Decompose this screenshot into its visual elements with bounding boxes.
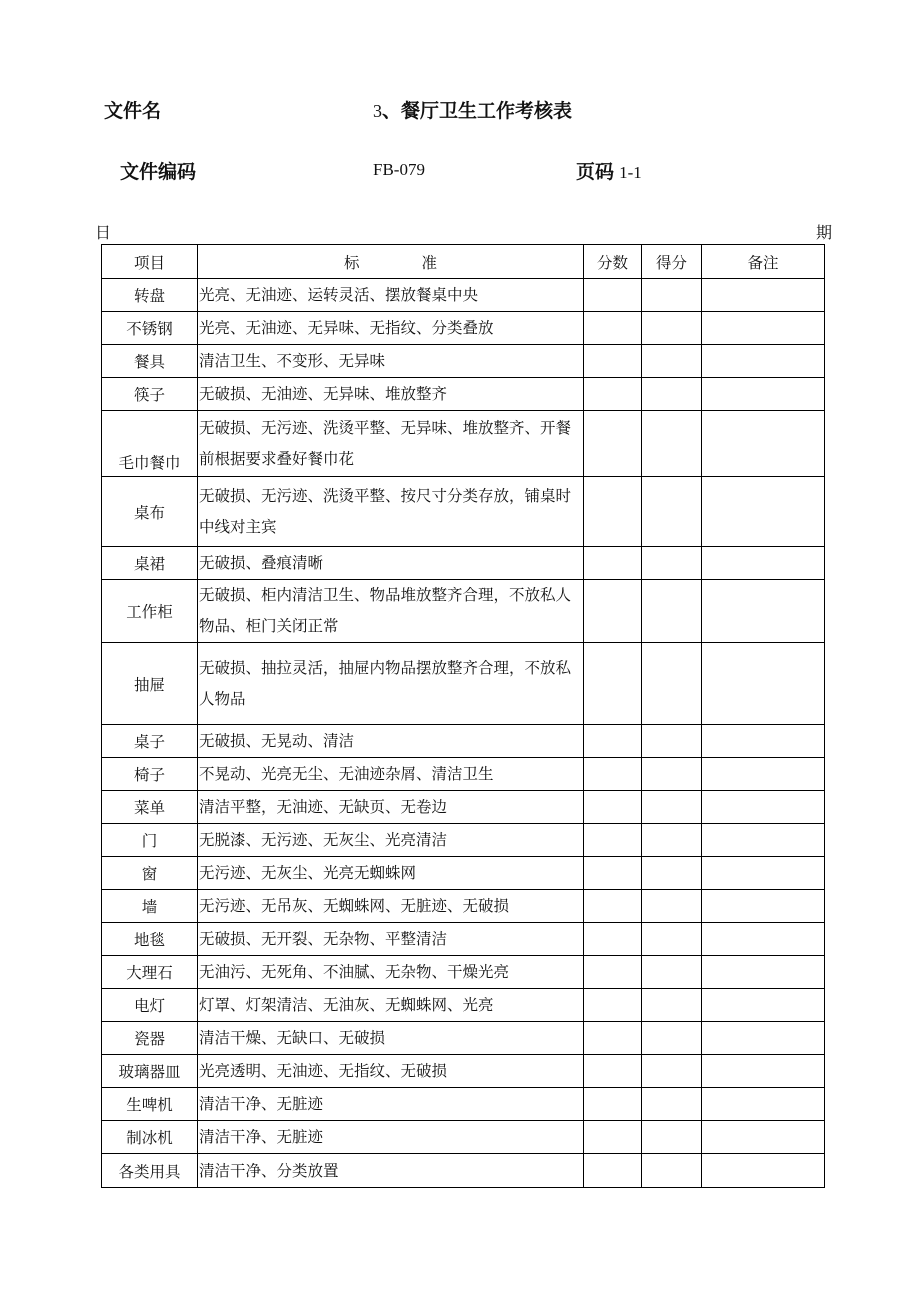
table-row <box>102 580 825 643</box>
row-item-name: 门 <box>102 824 198 857</box>
row-remark-cell[interactable] <box>702 312 825 345</box>
column-header-score: 分数 <box>584 245 642 279</box>
title-number: 3 <box>373 101 382 121</box>
row-score-cell[interactable] <box>584 758 642 791</box>
row-remark-cell[interactable] <box>702 923 825 956</box>
table-header-row <box>102 245 825 279</box>
row-score-cell[interactable] <box>584 1154 642 1188</box>
row-item-name: 电灯 <box>102 989 198 1022</box>
row-got-cell[interactable] <box>642 477 702 547</box>
row-score-cell[interactable] <box>584 411 642 477</box>
table-row <box>102 989 825 1022</box>
standard-header-part-2: 准 <box>421 253 438 272</box>
row-got-cell[interactable] <box>642 956 702 989</box>
row-remark-cell[interactable] <box>702 345 825 378</box>
row-standard: 光亮、无油迹、无异味、无指纹、分类叠放 <box>198 312 584 345</box>
table-row <box>102 1055 825 1088</box>
row-remark-cell[interactable] <box>702 956 825 989</box>
row-score-cell[interactable] <box>584 824 642 857</box>
row-item-name: 桌子 <box>102 725 198 758</box>
row-standard: 光亮透明、无油迹、无指纹、无破损 <box>198 1055 584 1088</box>
table-row <box>102 312 825 345</box>
row-remark-cell[interactable] <box>702 890 825 923</box>
row-item-name: 各类用具 <box>102 1154 198 1188</box>
date-label-left: 日 <box>95 223 112 242</box>
row-score-cell[interactable] <box>584 378 642 411</box>
row-standard: 无污迹、无吊灰、无蜘蛛网、无脏迹、无破损 <box>198 890 584 923</box>
row-got-cell[interactable] <box>642 725 702 758</box>
row-got-cell[interactable] <box>642 378 702 411</box>
row-standard: 无破损、叠痕清晰 <box>198 547 584 580</box>
row-item-name: 工作柜 <box>102 580 198 643</box>
row-score-cell[interactable] <box>584 580 642 643</box>
row-standard: 清洁平整，无油迹、无缺页、无卷边 <box>198 791 584 824</box>
column-header-remark: 备注 <box>702 245 825 279</box>
row-score-cell[interactable] <box>584 547 642 580</box>
row-item-name: 不锈钢 <box>102 312 198 345</box>
table-row <box>102 725 825 758</box>
table-row <box>102 890 825 923</box>
table-row <box>102 643 825 725</box>
row-remark-cell[interactable] <box>702 411 825 477</box>
file-code-label: 文件编码 <box>120 161 197 183</box>
row-standard: 清洁干净、无脏迹 <box>198 1088 584 1121</box>
row-got-cell[interactable] <box>642 312 702 345</box>
page-info <box>576 157 642 184</box>
row-got-cell[interactable] <box>642 1055 702 1088</box>
row-score-cell[interactable] <box>584 989 642 1022</box>
column-header-got: 得分 <box>642 245 702 279</box>
row-standard: 不晃动、光亮无尘、无油迹杂屑、清洁卫生 <box>198 758 584 791</box>
row-standard: 光亮、无油迹、运转灵活、摆放餐桌中央 <box>198 279 584 312</box>
row-got-cell[interactable] <box>642 791 702 824</box>
row-got-cell[interactable] <box>642 758 702 791</box>
title-text: 、餐厅卫生工作考核表 <box>382 100 573 122</box>
table-row <box>102 923 825 956</box>
row-score-cell[interactable] <box>584 345 642 378</box>
row-got-cell[interactable] <box>642 1088 702 1121</box>
row-item-name: 窗 <box>102 857 198 890</box>
row-standard: 无破损、柜内清洁卫生、物品堆放整齐合理，不放私人物品、柜门关闭正常 <box>198 580 584 643</box>
row-remark-cell[interactable] <box>702 758 825 791</box>
table-row <box>102 956 825 989</box>
row-item-name: 毛巾餐巾 <box>102 411 198 477</box>
row-got-cell[interactable] <box>642 411 702 477</box>
table-row <box>102 547 825 580</box>
table-row <box>102 477 825 547</box>
row-got-cell[interactable] <box>642 824 702 857</box>
page-label: 页码 <box>576 161 615 183</box>
row-standard: 无破损、无污迹、洗烫平整、无异味、堆放整齐、开餐前根据要求叠好餐巾花 <box>198 411 584 477</box>
row-got-cell[interactable] <box>642 279 702 312</box>
row-score-cell[interactable] <box>584 477 642 547</box>
row-standard: 清洁干净、分类放置 <box>198 1154 584 1188</box>
row-remark-cell[interactable] <box>702 1088 825 1121</box>
row-got-cell[interactable] <box>642 547 702 580</box>
row-item-name: 餐具 <box>102 345 198 378</box>
row-score-cell[interactable] <box>584 312 642 345</box>
row-item-name: 筷子 <box>102 378 198 411</box>
row-score-cell[interactable] <box>584 857 642 890</box>
table-row <box>102 279 825 312</box>
row-item-name: 墙 <box>102 890 198 923</box>
row-got-cell[interactable] <box>642 345 702 378</box>
row-item-name: 玻璃器皿 <box>102 1055 198 1088</box>
row-score-cell[interactable] <box>584 643 642 725</box>
row-remark-cell[interactable] <box>702 1121 825 1154</box>
row-remark-cell[interactable] <box>702 378 825 411</box>
row-got-cell[interactable] <box>642 1022 702 1055</box>
file-code-value: FB-079 <box>373 160 425 179</box>
row-standard: 清洁卫生、不变形、无异味 <box>198 345 584 378</box>
row-remark-cell[interactable] <box>702 279 825 312</box>
table-row <box>102 1088 825 1121</box>
row-score-cell[interactable] <box>584 1022 642 1055</box>
document-title <box>373 96 572 123</box>
table-row <box>102 824 825 857</box>
table-row <box>102 1154 825 1188</box>
column-header-standard <box>198 245 584 279</box>
row-remark-cell[interactable] <box>702 1154 825 1188</box>
row-remark-cell[interactable] <box>702 989 825 1022</box>
row-score-cell[interactable] <box>584 1121 642 1154</box>
row-item-name: 大理石 <box>102 956 198 989</box>
row-score-cell[interactable] <box>584 1088 642 1121</box>
row-item-name: 菜单 <box>102 791 198 824</box>
row-standard: 无破损、无晃动、清洁 <box>198 725 584 758</box>
row-got-cell[interactable] <box>642 857 702 890</box>
row-score-cell[interactable] <box>584 279 642 312</box>
row-got-cell[interactable] <box>642 643 702 725</box>
row-got-cell[interactable] <box>642 890 702 923</box>
row-score-cell[interactable] <box>584 791 642 824</box>
row-got-cell[interactable] <box>642 1154 702 1188</box>
row-item-name: 瓷器 <box>102 1022 198 1055</box>
row-standard: 无脱漆、无污迹、无灰尘、光亮清洁 <box>198 824 584 857</box>
row-score-cell[interactable] <box>584 1055 642 1088</box>
row-remark-cell[interactable] <box>702 643 825 725</box>
row-got-cell[interactable] <box>642 580 702 643</box>
table-row <box>102 378 825 411</box>
row-standard: 无破损、无油迹、无异味、堆放整齐 <box>198 378 584 411</box>
row-got-cell[interactable] <box>642 989 702 1022</box>
row-standard: 灯罩、灯架清洁、无油灰、无蜘蛛网、光亮 <box>198 989 584 1022</box>
page-value: 1-1 <box>619 163 642 182</box>
row-standard: 无破损、无污迹、洗烫平整、按尺寸分类存放，铺桌时中线对主宾 <box>198 477 584 547</box>
row-item-name: 转盘 <box>102 279 198 312</box>
row-standard: 清洁干净、无脏迹 <box>198 1121 584 1154</box>
row-remark-cell[interactable] <box>702 477 825 547</box>
row-remark-cell[interactable] <box>702 791 825 824</box>
row-score-cell[interactable] <box>584 956 642 989</box>
row-item-name: 桌裙 <box>102 547 198 580</box>
row-score-cell[interactable] <box>584 890 642 923</box>
row-score-cell[interactable] <box>584 923 642 956</box>
table-row <box>102 411 825 477</box>
table-row <box>102 857 825 890</box>
row-score-cell[interactable] <box>584 725 642 758</box>
row-remark-cell[interactable] <box>702 1022 825 1055</box>
row-item-name: 地毯 <box>102 923 198 956</box>
row-remark-cell[interactable] <box>702 725 825 758</box>
row-item-name: 抽屉 <box>102 643 198 725</box>
row-remark-cell[interactable] <box>702 824 825 857</box>
column-header-item: 项目 <box>102 245 198 279</box>
row-got-cell[interactable] <box>642 1121 702 1154</box>
row-remark-cell[interactable] <box>702 857 825 890</box>
row-item-name: 桌布 <box>102 477 198 547</box>
row-remark-cell[interactable] <box>702 547 825 580</box>
row-item-name: 椅子 <box>102 758 198 791</box>
table-row <box>102 1022 825 1055</box>
inspection-table <box>101 244 825 1188</box>
table-row <box>102 791 825 824</box>
row-standard: 无破损、抽拉灵活，抽屉内物品摆放整齐合理，不放私人物品 <box>198 643 584 725</box>
table-row <box>102 345 825 378</box>
file-name-label: 文件名 <box>104 100 162 122</box>
row-standard: 无油污、无死角、不油腻、无杂物、干燥光亮 <box>198 956 584 989</box>
date-label-right: 期 <box>816 223 833 242</box>
row-remark-cell[interactable] <box>702 580 825 643</box>
standard-header-part-1: 标 <box>343 253 360 272</box>
table-row <box>102 1121 825 1154</box>
row-item-name: 生啤机 <box>102 1088 198 1121</box>
table-row <box>102 758 825 791</box>
row-item-name: 制冰机 <box>102 1121 198 1154</box>
row-standard: 无破损、无开裂、无杂物、平整清洁 <box>198 923 584 956</box>
row-remark-cell[interactable] <box>702 1055 825 1088</box>
row-standard: 清洁干燥、无缺口、无破损 <box>198 1022 584 1055</box>
row-got-cell[interactable] <box>642 923 702 956</box>
row-standard: 无污迹、无灰尘、光亮无蜘蛛网 <box>198 857 584 890</box>
